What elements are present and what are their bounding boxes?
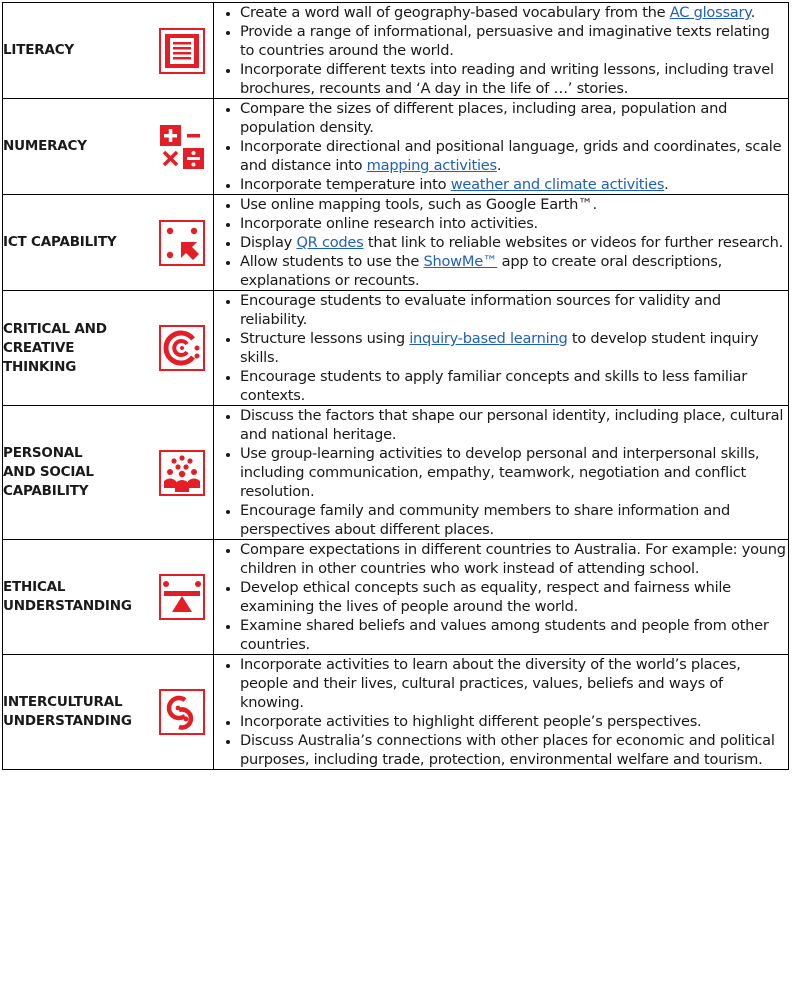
list-item xyxy=(240,291,788,329)
item-text: Use online mapping tools, such as Google Earth™. xyxy=(240,196,597,213)
capability-label xyxy=(3,655,152,770)
balance-icon xyxy=(159,574,205,620)
item-text: Provide a range of informational, persuasive and imaginative texts relating to countries around the world. xyxy=(240,23,770,59)
math-operators-icon xyxy=(159,124,205,170)
resource-link[interactable]: ShowMe™ xyxy=(423,253,498,270)
capability-row-critical xyxy=(3,291,789,406)
capability-label-line: ICT CAPABILITY xyxy=(3,234,117,250)
capability-items xyxy=(214,195,789,291)
capabilities-table xyxy=(2,2,789,770)
capability-icon-cell xyxy=(151,3,214,99)
item-text: Incorporate activities to learn about the diversity of the world’s places, people and their lives, cultural practices, values, beliefs and ways of knowing. xyxy=(240,656,741,711)
capability-label-line: AND SOCIAL xyxy=(3,464,94,480)
item-text: Create a word wall of geography-based vocabulary from the xyxy=(240,4,670,21)
list-item xyxy=(240,3,788,22)
item-text: Compare the sizes of different places, including area, population and population density. xyxy=(240,100,728,136)
item-text: to develop student inquiry skills. xyxy=(240,330,759,366)
capability-label-line: CAPABILITY xyxy=(3,483,89,499)
capability-items xyxy=(214,291,789,406)
capability-label xyxy=(3,291,152,406)
capability-row-literacy xyxy=(3,3,789,99)
critical-thinking-icon xyxy=(159,325,205,371)
list-item xyxy=(240,540,788,578)
resource-link[interactable]: AC glossary xyxy=(669,4,751,21)
capability-row-personal xyxy=(3,406,789,540)
capability-items xyxy=(214,406,789,540)
item-text: Discuss Australia’s connections with other places for economic and political purposes, including trade, protection, environmental welfare and tourism. xyxy=(240,732,775,768)
list-item xyxy=(240,444,788,501)
capability-items xyxy=(214,3,789,99)
item-text: Encourage students to evaluate information sources for validity and reliability. xyxy=(240,292,721,328)
item-text: Incorporate directional and positional language, grids and coordinates, scale and distance into xyxy=(240,138,782,174)
list-item xyxy=(240,367,788,405)
bullet-list xyxy=(214,406,788,539)
people-group-icon xyxy=(159,450,205,496)
list-item xyxy=(240,60,788,98)
capability-label-line: INTERCULTURAL xyxy=(3,694,123,710)
cursor-dots-icon xyxy=(159,220,205,266)
list-item xyxy=(240,99,788,137)
capability-items xyxy=(214,540,789,655)
list-item xyxy=(240,655,788,712)
item-text: Incorporate activities to highlight different people’s perspectives. xyxy=(240,713,702,730)
list-item xyxy=(240,175,788,194)
capability-items xyxy=(214,655,789,770)
resource-link[interactable]: mapping activities xyxy=(366,157,497,174)
capability-label-line: UNDERSTANDING xyxy=(3,713,132,729)
bullet-list xyxy=(214,3,788,98)
capability-row-intercultural xyxy=(3,655,789,770)
capability-icon-cell xyxy=(151,406,214,540)
item-text: . xyxy=(664,176,669,193)
item-text: app to create oral descriptions, explanations or recounts. xyxy=(240,253,722,289)
resource-link[interactable]: QR codes xyxy=(296,234,364,251)
bullet-list xyxy=(214,195,788,290)
item-text: Allow students to use the xyxy=(240,253,424,270)
resource-link[interactable]: inquiry-based learning xyxy=(409,330,568,347)
capability-label xyxy=(3,3,152,99)
item-text: that link to reliable websites or videos for further research. xyxy=(363,234,783,251)
capability-label-line: THINKING xyxy=(3,358,77,375)
capability-row-ict xyxy=(3,195,789,291)
capability-label xyxy=(3,540,152,655)
list-item xyxy=(240,616,788,654)
list-item xyxy=(240,137,788,175)
capability-label-line: ETHICAL xyxy=(3,579,66,595)
item-text: . xyxy=(750,4,755,21)
capability-icon-cell xyxy=(151,540,214,655)
item-text: Compare expectations in different countries to Australia. For example: young children in other countries who work instead of attending school. xyxy=(240,541,786,577)
list-item xyxy=(240,712,788,731)
capability-label-line: CRITICAL AND xyxy=(3,320,107,337)
capability-label xyxy=(3,99,152,195)
capability-label-line: CREATIVE xyxy=(3,339,75,356)
capability-label-line: UNDERSTANDING xyxy=(3,598,132,614)
capability-row-ethical xyxy=(3,540,789,655)
item-text: Incorporate different texts into reading and writing lessons, including travel brochures, recounts and ‘A day in the life of …’ stories. xyxy=(240,61,774,97)
capability-icon-cell xyxy=(151,655,214,770)
item-text: Display xyxy=(240,234,297,251)
capability-icon-cell xyxy=(151,291,214,406)
item-text: . xyxy=(496,157,502,174)
item-text: Incorporate temperature into xyxy=(240,176,451,193)
list-item xyxy=(240,195,788,214)
intercultural-icon xyxy=(159,689,205,735)
list-item xyxy=(240,22,788,60)
list-item xyxy=(240,501,788,539)
capability-row-numeracy xyxy=(3,99,789,195)
list-item xyxy=(240,578,788,616)
item-text: Discuss the factors that shape our personal identity, including place, cultural and national heritage. xyxy=(240,407,784,443)
item-text: Examine shared beliefs and values among students and people from other countries. xyxy=(240,617,769,653)
bullet-list xyxy=(214,99,788,194)
capability-icon-cell xyxy=(151,99,214,195)
item-text: Incorporate online research into activities. xyxy=(240,215,538,232)
list-item xyxy=(240,252,788,290)
list-item xyxy=(240,329,788,367)
capability-label-line: NUMERACY xyxy=(3,138,87,154)
list-item xyxy=(240,233,788,252)
item-text: Use group-learning activities to develop personal and interpersonal skills, including communication, empathy, teamwork, negotiation and conflict resolution. xyxy=(240,445,760,500)
list-item xyxy=(240,731,788,769)
item-text: Structure lessons using xyxy=(240,330,410,347)
list-item xyxy=(240,406,788,444)
bullet-list xyxy=(214,291,788,405)
capability-label xyxy=(3,195,152,291)
resource-link[interactable]: weather and climate activities xyxy=(450,176,665,193)
item-text: Develop ethical concepts such as equality, respect and fairness while examining the lives of people around the world. xyxy=(240,579,731,615)
bullet-list xyxy=(214,655,788,769)
item-text: Encourage students to apply familiar concepts and skills to less familiar contexts. xyxy=(240,368,747,404)
capability-label-line: LITERACY xyxy=(3,42,74,58)
capability-label xyxy=(3,406,152,540)
capability-items xyxy=(214,99,789,195)
capability-icon-cell xyxy=(151,195,214,291)
capability-label-line: PERSONAL xyxy=(3,445,83,461)
bullet-list xyxy=(214,540,788,654)
list-item xyxy=(240,214,788,233)
item-text: Encourage family and community members to share information and perspectives about different places. xyxy=(240,502,731,538)
document-lines-icon xyxy=(159,28,205,74)
